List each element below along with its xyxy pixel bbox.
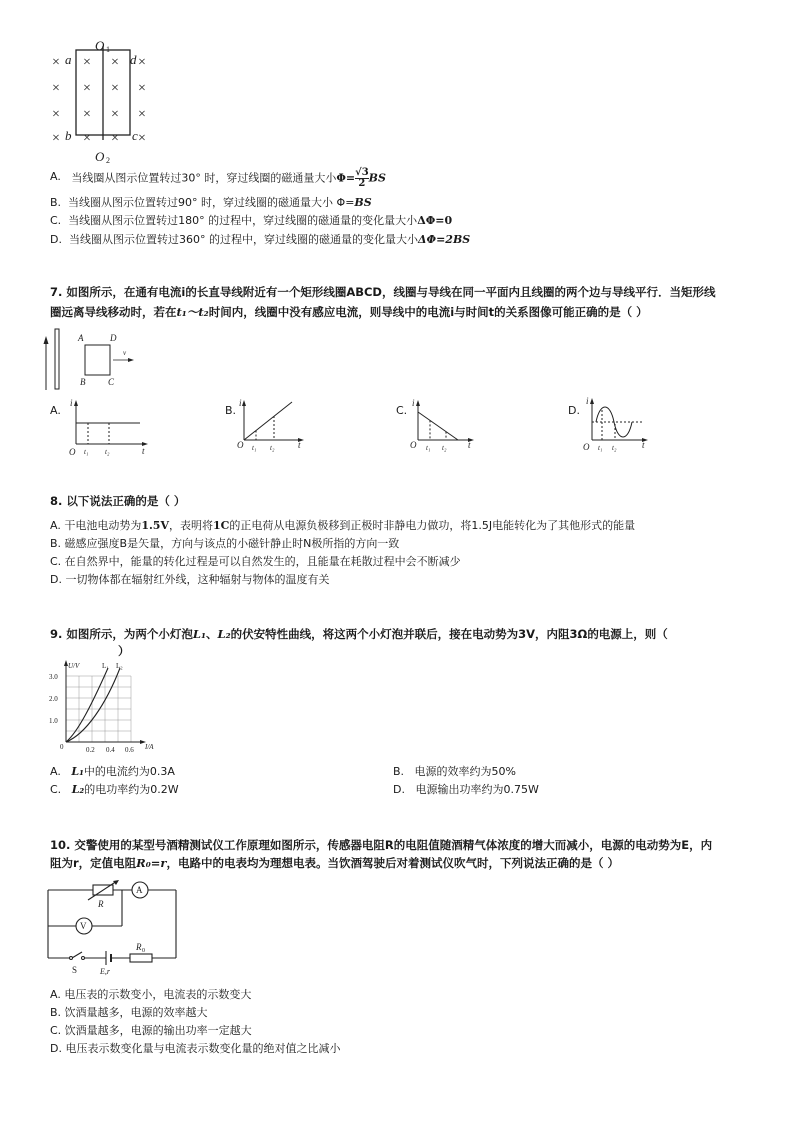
svg-text:×: × (111, 81, 119, 96)
svg-text:×: × (83, 131, 91, 146)
q8-stem: 8. 以下说法正确的是（ ） (50, 494, 186, 508)
svg-text:A: A (78, 333, 84, 343)
q8-option-b[interactable]: B. 磁感应强度B是矢量，方向与该点的小磁针静止时N极所指的方向一致 (50, 537, 400, 550)
q10-option-a[interactable]: A. 电压表的示数变小，电流表的示数变大 (50, 988, 252, 1001)
q7-graph-b[interactable] (236, 396, 316, 456)
sensor-resistor-label: R (98, 899, 104, 909)
svg-text:t₁: t₁ (252, 444, 257, 452)
svg-text:×: × (52, 81, 60, 96)
svg-text:v: v (123, 349, 127, 357)
svg-text:I/A: I/A (145, 743, 154, 751)
q9-option-b[interactable]: B. 电源的效率约为50% (393, 765, 516, 778)
svg-text:×: × (52, 107, 60, 122)
label-c: c (132, 128, 138, 143)
svg-text:×: × (83, 55, 91, 70)
svg-text:×: × (83, 81, 91, 96)
svg-text:3.0: 3.0 (49, 673, 58, 681)
svg-text:0.4: 0.4 (106, 746, 115, 754)
source-label: E,r (100, 967, 110, 976)
label-d: d (130, 52, 137, 67)
svg-text:t: t (298, 440, 301, 450)
svg-text:×: × (52, 131, 60, 146)
svg-text:t₂: t₂ (612, 444, 617, 452)
q6-option-a[interactable]: A. 当线圈从图示位置转过30° 时，穿过线圈的磁通量大小Φ= $\frac{√3}{2}$ BS (50, 167, 386, 189)
label-b: b (65, 128, 72, 143)
q8-option-c[interactable]: C. 在自然界中，能量的转化过程是可以自然发生的，且能量在耗散过程中会不断减少 (50, 555, 461, 568)
svg-text:0.6: 0.6 (125, 746, 134, 754)
svg-text:t: t (642, 440, 645, 450)
svg-text:t₁: t₁ (84, 448, 89, 456)
q10-stem-line2: 阻为r，定值电阻R₀=r，电路中的电表均为理想电表。当饮酒驾驶后对着测试仪吹气时，下列说法正确的是（ ） (50, 856, 619, 870)
svg-text:0: 0 (142, 948, 145, 954)
q6-coil-figure (48, 36, 158, 166)
svg-text:i: i (586, 396, 589, 406)
svg-text:i: i (239, 398, 242, 408)
ammeter-label: A (136, 885, 143, 895)
q10-stem-line1: 10. 交警使用的某型号酒精测试仪工作原理如图所示，传感器电阻R的电阻值随酒精气体浓度的增大而减小，电源的电动势为E，内 (50, 838, 713, 852)
svg-text:×: × (138, 55, 146, 70)
q8-option-d[interactable]: D. 一切物体都在辐射红外线，这种辐射与物体的温度有关 (50, 573, 330, 586)
svg-text:t: t (142, 446, 145, 456)
svg-text:L₁: L₁ (102, 662, 109, 670)
svg-text:×: × (138, 81, 146, 96)
q7-option-d-letter[interactable]: D. (568, 404, 580, 417)
svg-text:t₁: t₁ (598, 444, 603, 452)
q10-circuit-figure (40, 878, 185, 978)
svg-text:i: i (70, 398, 73, 408)
q6-option-c[interactable]: C. 当线圈从图示位置转过180° 的过程中，穿过线圈的磁通量的变化量大小ΔΦ=0 (50, 214, 453, 227)
svg-text:1: 1 (106, 45, 110, 54)
q7-option-b-letter[interactable]: B. (225, 404, 237, 417)
svg-text:×: × (83, 107, 91, 122)
switch-label: S (72, 965, 78, 975)
q9-stem-line2: ） (118, 644, 130, 658)
svg-text:O: O (237, 440, 244, 450)
svg-text:O: O (410, 440, 417, 450)
q9-option-c[interactable]: C. L₂的电功率约为0.2W (50, 783, 179, 796)
svg-text:i: i (412, 398, 415, 408)
q7-option-c-letter[interactable]: C. (396, 404, 408, 417)
svg-text:O: O (583, 442, 590, 452)
svg-text:1.0: 1.0 (49, 717, 58, 725)
q9-iv-chart (44, 658, 164, 754)
svg-text:t₂: t₂ (442, 444, 447, 452)
svg-text:U/V: U/V (68, 662, 80, 670)
svg-text:D: D (110, 333, 117, 343)
svg-text:×: × (138, 131, 146, 146)
svg-text:×: × (111, 55, 119, 70)
label-o1: O (95, 38, 105, 53)
svg-text:t₁: t₁ (426, 444, 431, 452)
svg-text:O: O (69, 447, 76, 456)
q10-option-d[interactable]: D. 电压表示数变化量与电流表示数变化量的绝对值之比减小 (50, 1042, 341, 1055)
q8-option-a[interactable]: A. 干电池电动势为1.5V，表明将1C的正电荷从电源负极移到正极时非静电力做功，将1.5J电能转化为了其他形式的能量 (50, 519, 636, 532)
voltmeter-label: V (80, 921, 87, 931)
svg-text:C: C (108, 377, 115, 387)
svg-text:×: × (138, 107, 146, 122)
label-a: a (65, 52, 72, 67)
q7-stem-line1: 7. 如图所示，在通有电流i的长直导线附近有一个矩形线圈ABCD，线圈与导线在同一平面内且线圈的两个边与导线平行．当矩形线 (50, 285, 716, 299)
r0-label: R (136, 942, 142, 952)
q9-stem-line1: 9. 如图所示，为两个小灯泡L₁、L₂的伏安特性曲线，将这两个小灯泡并联后，接在电动势为3V，内阻3Ω的电源上，则（ (50, 627, 668, 641)
svg-text:2.0: 2.0 (49, 695, 58, 703)
q7-wire-coil-figure (50, 326, 150, 392)
svg-text:×: × (111, 131, 119, 146)
q6-option-b[interactable]: B. 当线圈从图示位置转过90° 时，穿过线圈的磁通量大小 Φ=BS (50, 196, 372, 209)
svg-text:2: 2 (106, 156, 110, 165)
q9-option-a[interactable]: A. L₁中的电流约为0.3A (50, 765, 175, 778)
svg-text:t₂: t₂ (270, 444, 275, 452)
svg-text:×: × (111, 107, 119, 122)
svg-text:0: 0 (60, 743, 64, 751)
q9-option-d[interactable]: D. 电源输出功率约为0.75W (393, 783, 539, 796)
current-wire-arrow (42, 334, 50, 394)
svg-text:×: × (52, 55, 60, 70)
q7-graph-c[interactable] (408, 396, 484, 456)
q10-option-b[interactable]: B. 饮酒量越多，电源的效率越大 (50, 1006, 208, 1019)
q7-option-a-letter[interactable]: A. (50, 404, 61, 417)
svg-text:t: t (468, 440, 471, 450)
q6-option-d[interactable]: D. 当线圈从图示位置转过360° 的过程中，穿过线圈的磁通量的变化量大小ΔΦ=2BS (50, 233, 471, 246)
q7-graph-d[interactable] (580, 396, 660, 456)
label-o2: O (95, 149, 105, 164)
q7-graph-a[interactable] (64, 396, 150, 456)
q7-stem-line2: 圈远离导线移动时，若在t₁～t₂时间内，线圈中没有感应电流，则导线中的电流i与时间t的关系图像可能正确的是（ ） (50, 305, 648, 319)
chart-grid (66, 676, 131, 742)
svg-text:t₂: t₂ (105, 448, 110, 456)
q10-option-c[interactable]: C. 饮酒量越多，电源的输出功率一定越大 (50, 1024, 252, 1037)
svg-text:B: B (80, 377, 86, 387)
svg-text:0.2: 0.2 (86, 746, 95, 754)
svg-text:L₂: L₂ (116, 662, 123, 670)
